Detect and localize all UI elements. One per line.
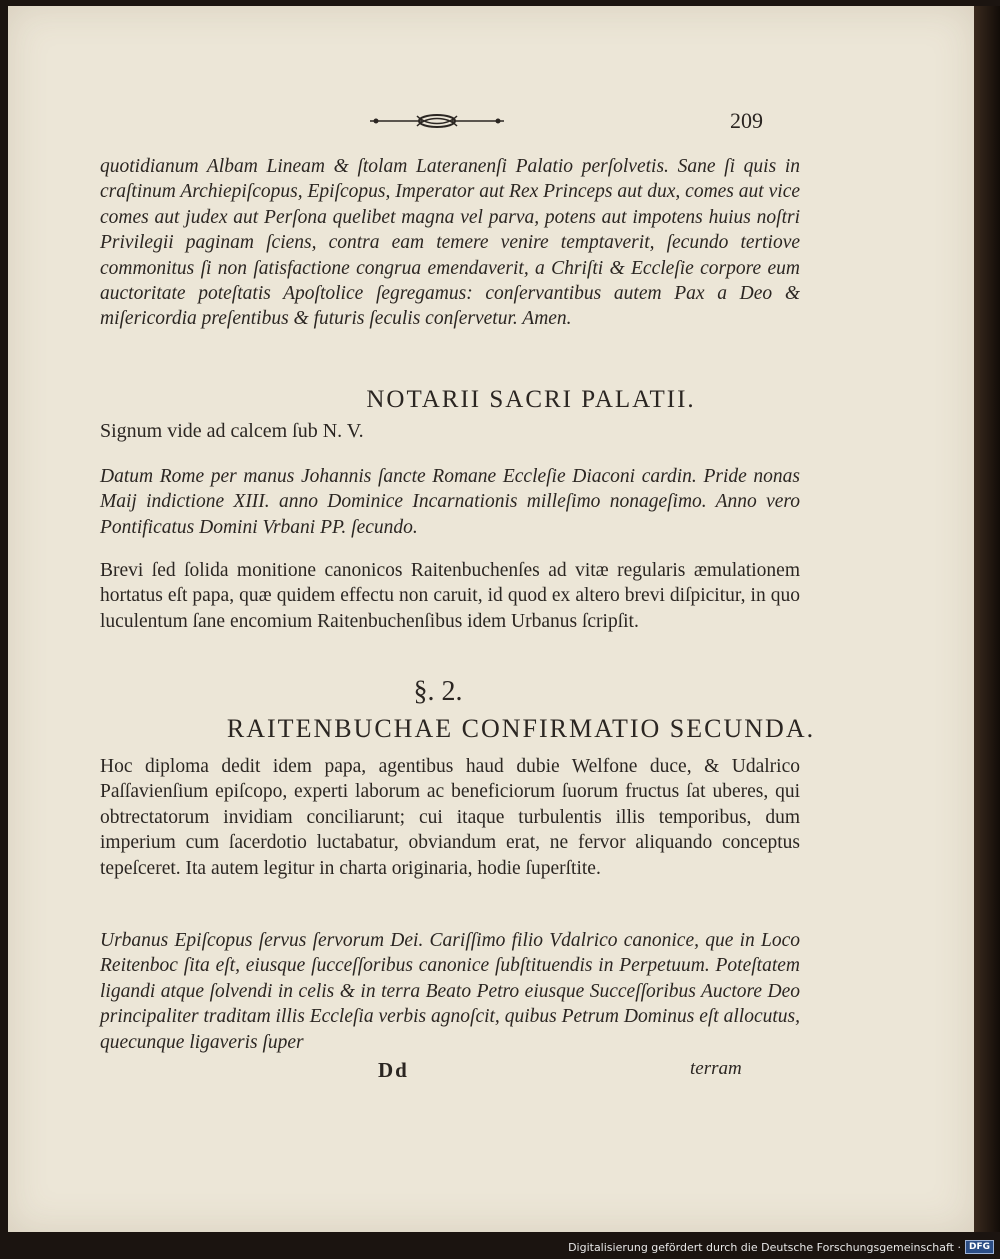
catchword: terram — [690, 1058, 742, 1079]
section-heading-raitenbuchae: RAITENBUCHAE CONFIRMATIO SECUNDA. — [226, 714, 816, 743]
section-mark: §. 2. — [413, 676, 463, 707]
dfg-logo-icon: DFG — [965, 1240, 994, 1254]
signature-mark: Dd — [378, 1058, 409, 1082]
urbanus-paragraph: Urbanus Epiſcopus ſervus ſervorum Dei. Cariſſimo filio Vdalrico canonice, que in Loco Reitenboc ſita eſt, eiusque ſucceſſoribus canonice ſubſtituendis in Perpetuum. Poteſtatem ligandi atque ſolvendi in celis & in terra Beato Petro eiusque Succeſſoribus Auctore Deo principaliter traditam illis Eccleſia verbis agnoſcit, quibus Petrum Dominus eſt allocutus, quecunque ligaveris ſuper — [100, 930, 800, 1053]
signum-line: Signum vide ad calcem ſub N. V. — [100, 420, 364, 442]
commentary-paragraph: Brevi ſed ſolida monitione canonicos Raitenbuchenſes ad vitæ regularis æmulationem hortatus eſt papa, quæ quidem effectu non caruit, id quod ex altero brevi diſpicitur, in quo luculentum ſane encomium Raitenbuchenſibus idem Urbanus ſcripſit. — [100, 560, 800, 632]
page-number: 209 — [730, 108, 763, 133]
credit-text: Digitalisierung gefördert durch die Deutsche Forschungsgemeinschaft · — [568, 1240, 961, 1254]
datum-paragraph: Datum Rome per manus Johannis ſancte Romane Eccleſie Diaconi cardin. Pride nonas Maij indictione XIII. anno Dominice Incarnationis milleſimo nonageſimo. Anno vero Pontificatus Domini Vrbani PP. ſecundo. — [100, 466, 800, 538]
book-spine — [974, 6, 1000, 1232]
section-heading-notarii: NOTARII SACRI PALATII. — [366, 386, 696, 413]
page-header — [8, 106, 974, 142]
body-paragraph-privilege: quotidianum Albam Lineam & ſtolam Lateranenſi Palatio perſolvetis. Sane ſi quis in craſtinum Archiepiſcopus, Epiſcopus, Imperator aut Rex Princeps aut dux, comes aut vice comes aut judex aut Perſona quelibet magna vel parva, potens aut impotens huius noſtri Privilegii paginam ſciens, contra eam temere venire temptaverit, ſecundo tertiove commonitus ſi non ſatisfactione congrua emendaverit, a Chriſti & Eccleſie corpore eum auctoritate poteſtatis Apoſtolice ſegregamus: conſervantibus autem Pax a Deo & miſericordia preſentibus & futuris ſeculis conſervetur. Amen. — [100, 156, 800, 330]
ornament-icon — [362, 110, 512, 132]
page-footer — [8, 1058, 974, 1088]
digitization-credit — [568, 1240, 994, 1254]
diploma-paragraph: Hoc diploma dedit idem papa, agentibus haud dubie Welfone duce, & Udalrico Paſſavienſium epiſcopo, experti laborum ac beneficiorum ſuorum fructus ſat uberes, qui obtrectatorum invidiam conciliarunt; cui itaque turbulentis illis temporibus, dum imperium cum ſacerdotio luctabatur, obviandum erat, ne fervor aliquando conceptus tepeſceret. Ita autem legitur in charta originaria, hodie ſuperſtite. — [100, 756, 800, 879]
book-page — [8, 6, 974, 1232]
